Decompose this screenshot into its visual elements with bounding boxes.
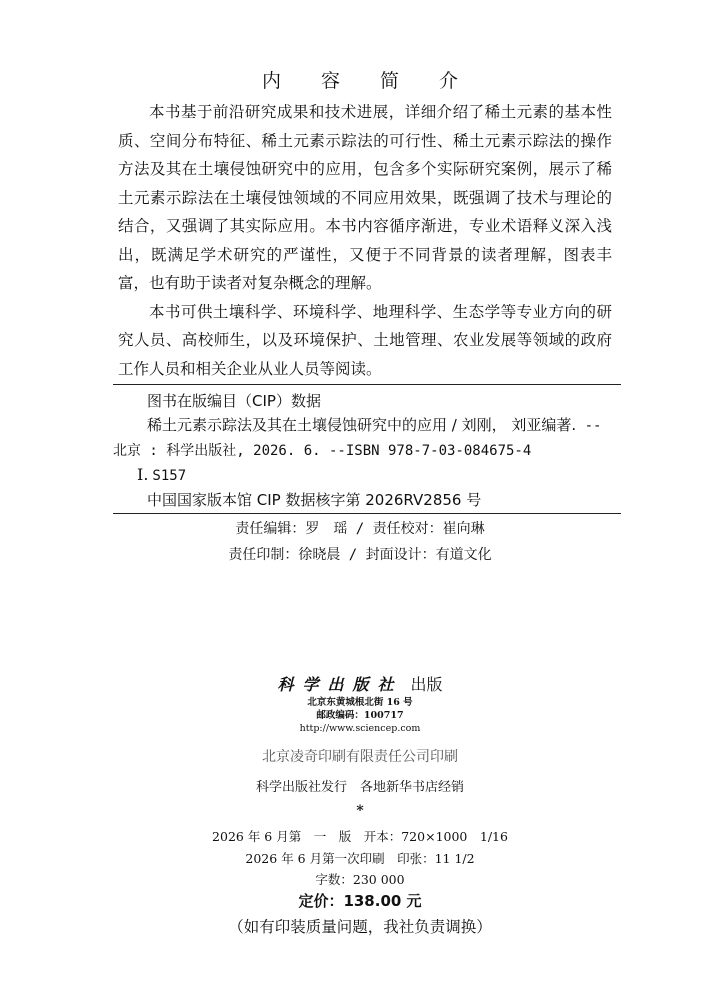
cip-bottom-divider	[113, 513, 621, 514]
summary-paragraph-2: 本书可供土壤科学、环境科学、地理科学、生态学等专业方向的研究人员、高校师生，以及环境保护、土地管理、农业发展等领域的政府工作人员和相关企业从业人员等阅读。	[118, 302, 612, 378]
section-separator: *	[356, 803, 364, 819]
publisher-logo: 科学出版社	[277, 675, 403, 694]
credits-line-1: 责任编辑：罗 瑶 / 责任校对：崔向琳	[235, 521, 485, 537]
summary-paragraph-1: 本书基于前沿研究成果和技术进展，详细介绍了稀土元素的基本性质、空间分布特征、稀土元素示踪法的可行性、稀土元素示踪法的操作方法及其在土壤侵蚀研究中的应用，包含多个实际研究案例，展示了稀土元素示踪法在土壤侵蚀领域的不同应用效果，既强调了技术与理论的结合，又强调了其实际应用。本书内容循序渐进，专业术语释义深入浅出，既满足学术研究的严谨性，又便于不同背景的读者理解，图表丰富，也有助于读者对复杂概念的理解。	[118, 103, 612, 292]
cip-entry-title: 稀土元素示踪法及其在土壤侵蚀研究中的应用 / 刘刚， 刘亚编著.	[147, 416, 577, 434]
cip-classification	[113, 463, 621, 488]
content-summary	[118, 98, 612, 383]
publisher-postcode: 邮政编码：100717	[316, 710, 404, 721]
cip-entry-publication: -- 北京 : 科学出版社, 2026. 6. --ISBN 978-7-03-084675-4	[113, 418, 602, 459]
cip-class-roman: Ⅰ.	[137, 465, 149, 484]
credits-line-2: 责任印制：徐晓晨 / 封面设计：有道文化	[228, 547, 492, 563]
cip-top-divider	[113, 384, 621, 385]
quality-notice: （如有印装质量问题，我社负责调换）	[228, 918, 492, 936]
price-line: 定价：138.00 元	[298, 892, 422, 910]
cip-heading: 图书在版编目（CIP）数据	[147, 392, 321, 410]
distribution-line: 科学出版社发行 各地新华书店经销	[255, 780, 464, 795]
specs-wordcount-line: 字数：230 000	[315, 872, 405, 887]
publisher-line	[0, 674, 720, 696]
cip-record	[113, 389, 621, 512]
print-specs	[0, 826, 720, 891]
cip-class-code: S157	[152, 468, 187, 484]
publisher-url: http://www.sciencep.com	[299, 723, 421, 734]
publisher-suffix: 出版	[410, 675, 443, 694]
specs-printing-line: 2026 年 6 月第一次印刷 印张：11 1/2	[245, 850, 475, 866]
cip-record-number: 中国国家版本馆 CIP 数据核字第 2026RV2856 号	[147, 491, 482, 509]
page-title: 内 容 简 介	[261, 70, 476, 92]
printer-line: 北京凌奇印刷有限责任公司印刷	[262, 749, 458, 765]
cip-entry	[113, 413, 621, 463]
specs-edition-line: 2026 年 6 月第 一 版 开本：720×1000 1/16	[212, 829, 508, 844]
publisher-address: 北京东黄城根北街 16 号	[307, 697, 413, 708]
publisher-block	[0, 674, 720, 735]
editorial-credits	[0, 516, 720, 568]
